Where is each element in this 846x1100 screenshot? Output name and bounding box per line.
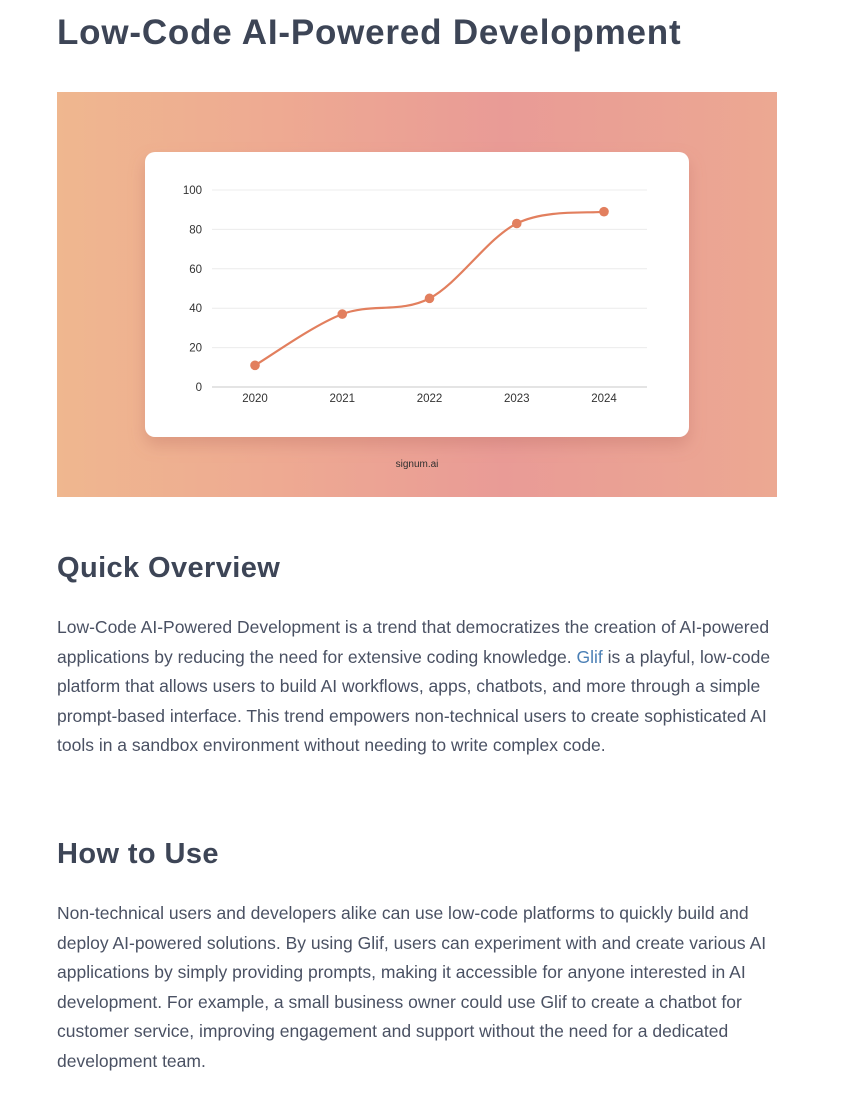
data-point: [250, 361, 260, 371]
y-tick-label: 60: [189, 263, 202, 276]
x-tick-label: 2020: [242, 393, 268, 405]
x-tick-label: 2024: [591, 393, 617, 405]
x-tick-label: 2021: [329, 393, 356, 405]
data-point: [337, 309, 347, 319]
y-tick-label: 100: [182, 185, 202, 197]
y-tick-label: 40: [189, 303, 202, 316]
quick-overview-paragraph: [57, 613, 787, 761]
section-heading-how-to-use: How to Use: [57, 838, 219, 870]
quick-overview-text-before: Low-Code AI-Powered Development is a trend that democratizes the creation of AI-powered applications by reducing the need for extensive coding knowledge.: [57, 617, 770, 667]
how-to-use-paragraph: Non-technical users and developers alike can use low-code platforms to quickly build and deploy AI-powered solutions. By using Glif, users can experiment with and create various AI applications by simply providing prompts, making it accessible for anyone interested in AI development. For example, a small business owner could use Glif to create a chatbot for customer service, improving engagement and support without the need for a dedicated development team.: [57, 903, 767, 1071]
y-tick-label: 0: [195, 382, 202, 394]
y-tick-label: 80: [189, 224, 202, 237]
page-title: Low-Code AI-Powered Development: [57, 13, 682, 52]
x-tick-label: 2022: [416, 393, 443, 405]
data-point: [512, 219, 522, 229]
y-tick-label: 20: [189, 342, 202, 355]
chart-banner: [57, 92, 777, 497]
line-chart: [57, 92, 777, 497]
quick-overview-text-after: is a playful, low-code platform that allows users to build AI workflows, apps, chatbots, and more through a simple prompt-based interface. This trend empowers non-technical users to create sophisticated AI tools in a sandbox environment without needing to write complex code.: [57, 646, 771, 756]
glif-link[interactable]: Glif: [576, 646, 603, 667]
data-point: [599, 207, 609, 217]
watermark-text: signum.ai: [395, 459, 439, 470]
data-point: [425, 294, 435, 304]
section-heading-quick-overview: Quick Overview: [57, 552, 281, 584]
x-tick-label: 2023: [503, 393, 530, 405]
